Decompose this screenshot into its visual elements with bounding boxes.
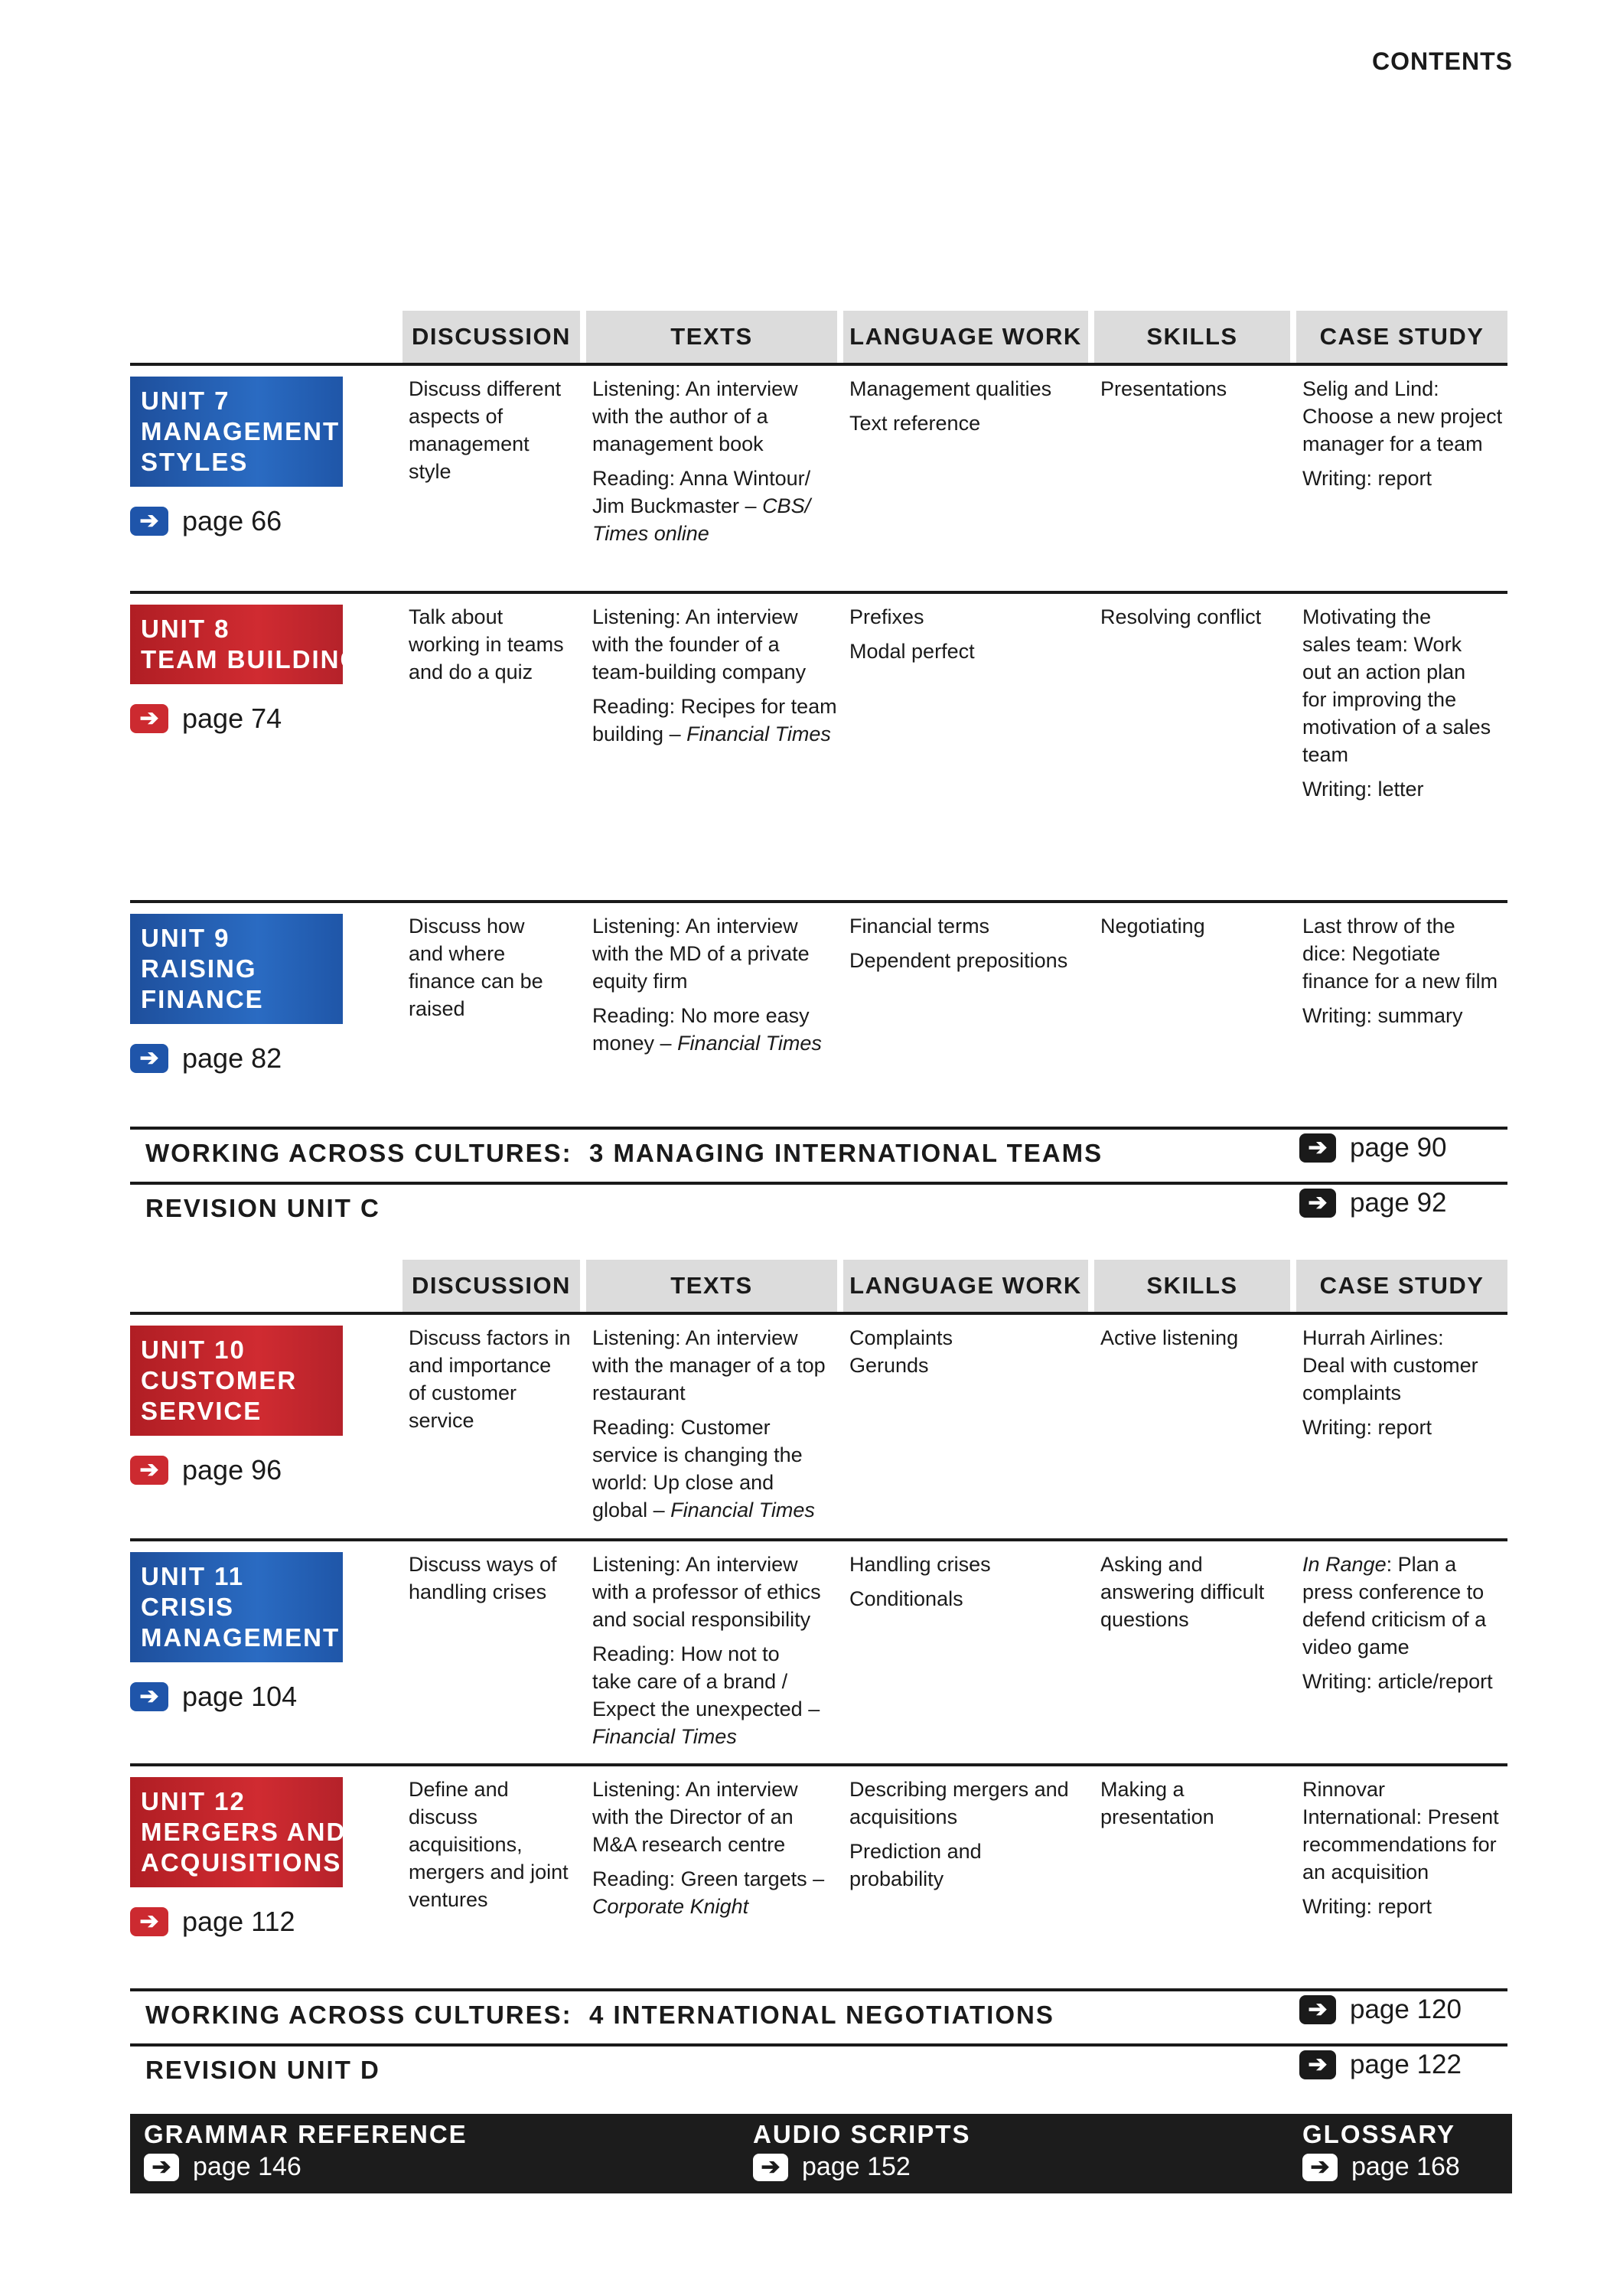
discussion-cell	[409, 1776, 569, 1920]
band-label: WORKING ACROSS CULTURES: 4 INTERNATIONAL NEGOTIATIONS	[145, 2001, 1054, 2029]
texts-cell-line: Listening: An interview	[592, 915, 798, 938]
discussion-cell-line: and where	[409, 942, 506, 965]
case-study-cell-line: for improving the	[1302, 688, 1457, 711]
case-study-cell	[1302, 603, 1491, 810]
discussion-cell	[409, 1551, 557, 1613]
discussion-cell-line: Discuss different	[409, 377, 562, 400]
case-study-cell-line: finance for a new film	[1302, 970, 1498, 993]
texts-cell-line: Listening: An interview	[592, 377, 798, 400]
unit-title-line: UNIT 10	[141, 1336, 246, 1364]
case-study-cell-line: Writing: report	[1302, 1895, 1432, 1918]
case-study-cell-line: Choose a new project	[1302, 405, 1503, 428]
unit-title-badge[interactable]	[130, 1777, 347, 1887]
texts-cell-line: with the MD of a private	[592, 942, 810, 965]
language-work-cell-line: probability	[849, 1867, 944, 1890]
unit-title-line: SERVICE	[141, 1397, 262, 1425]
unit-title-line: UNIT 12	[141, 1787, 246, 1815]
texts-cell-line: Corporate Knight	[592, 1895, 749, 1918]
case-study-cell-line: Rinnovar	[1302, 1778, 1386, 1801]
unit-title-line: UNIT 7	[141, 386, 230, 415]
language-work-cell-line: Handling crises	[849, 1553, 991, 1576]
texts-cell-line: M&A research centre	[592, 1833, 786, 1856]
texts-cell-line: money – Financial Times	[592, 1032, 822, 1055]
discussion-cell-line: service	[409, 1409, 474, 1432]
texts-cell	[592, 1324, 826, 1531]
language-work-cell	[849, 1551, 991, 1619]
language-work-cell	[849, 375, 1051, 444]
case-study-cell-line: Writing: article/report	[1302, 1670, 1493, 1693]
arrow-right-icon: ➔	[130, 1682, 168, 1711]
case-study-cell-line: complaints	[1302, 1381, 1402, 1404]
unit-title-line: FINANCE	[141, 985, 264, 1013]
discussion-cell-line: raised	[409, 997, 465, 1020]
page-label: CONTENTS	[1372, 47, 1513, 75]
case-study-cell-line: Last throw of the	[1302, 915, 1455, 938]
language-work-cell	[849, 912, 1067, 981]
header-skills: SKILLS	[1094, 311, 1290, 363]
case-study-cell	[1302, 375, 1502, 499]
arrow-right-icon: ➔	[1299, 1189, 1336, 1218]
working-across-cultures-band	[130, 1127, 1507, 1180]
skills-cell	[1100, 1776, 1214, 1838]
unit-title-line: UNIT 9	[141, 924, 230, 952]
arrow-right-icon: ➔	[753, 2154, 788, 2181]
texts-cell-line: Listening: An interview	[592, 605, 798, 628]
texts-cell-line: service is changing the	[592, 1443, 803, 1466]
texts-cell-line: with a professor of ethics	[592, 1580, 821, 1603]
case-study-cell-line: Writing: report	[1302, 467, 1432, 490]
skills-cell-line: answering difficult	[1100, 1580, 1265, 1603]
discussion-cell	[409, 375, 561, 492]
header-case-study: CASE STUDY	[1296, 1260, 1507, 1312]
language-work-cell-line: Dependent prepositions	[849, 949, 1068, 972]
unit-title-line: MERGERS AND	[141, 1818, 347, 1846]
skills-cell	[1100, 1551, 1264, 1640]
revision-band	[130, 1182, 1507, 1235]
case-study-cell	[1302, 1324, 1478, 1448]
unit-title-line: CRISIS	[141, 1593, 235, 1621]
texts-cell-line: Reading: Customer	[592, 1416, 771, 1439]
discussion-cell-line: Discuss ways of	[409, 1553, 557, 1576]
discussion-cell-line: and do a quiz	[409, 660, 533, 683]
band-page-link[interactable]: ➔ page 120	[1299, 1994, 1462, 2025]
unit-row	[130, 900, 1507, 1091]
unit-title-line: ACQUISITIONS	[141, 1848, 342, 1877]
unit-title-line: CUSTOMER	[141, 1366, 298, 1394]
discussion-cell-line: and importance	[409, 1354, 552, 1377]
texts-cell-line: Listening: An interview	[592, 1326, 798, 1349]
unit-title-line: TEAM BUILDING	[141, 645, 362, 673]
language-work-cell-line: Financial terms	[849, 915, 990, 938]
texts-cell-line: team-building company	[592, 660, 807, 683]
header-language-work: LANGUAGE WORK	[843, 311, 1088, 363]
texts-cell-line: world: Up close and	[592, 1471, 774, 1494]
discussion-cell-line: Talk about	[409, 605, 504, 628]
revision-band	[130, 2043, 1507, 2097]
unit-page-link[interactable]: ➔ page 96	[130, 1454, 282, 1486]
case-study-cell-line: Writing: summary	[1302, 1004, 1463, 1027]
arrow-right-icon: ➔	[1299, 1133, 1336, 1163]
arrow-right-icon: ➔	[144, 2154, 179, 2181]
case-study-cell-line: Motivating the	[1302, 605, 1432, 628]
reference-footer	[130, 2114, 1512, 2193]
discussion-cell-line: aspects of	[409, 405, 504, 428]
texts-cell-line: with the Director of an	[592, 1805, 794, 1828]
unit-row	[130, 1538, 1507, 1753]
texts-cell	[592, 603, 837, 755]
texts-cell-line: Reading: Recipes for team	[592, 695, 837, 718]
language-work-cell	[849, 603, 975, 672]
arrow-right-icon: ➔	[1299, 1995, 1336, 2024]
arrow-right-icon: ➔	[130, 1456, 168, 1485]
unit-title-badge[interactable]	[130, 1326, 343, 1436]
language-work-cell-line: Modal perfect	[849, 640, 975, 663]
language-work-cell-line: Describing mergers and	[849, 1778, 1069, 1801]
texts-cell-line: with the founder of a	[592, 633, 780, 656]
discussion-cell-line: style	[409, 460, 451, 483]
case-study-cell-line: team	[1302, 743, 1349, 766]
case-study-cell-line: Selig and Lind:	[1302, 377, 1439, 400]
unit-title-line: MANAGEMENT	[141, 417, 341, 445]
case-study-cell-line: In Range: Plan a	[1302, 1553, 1457, 1576]
texts-cell-line: with the author of a	[592, 405, 768, 428]
unit-row	[130, 1312, 1507, 1521]
texts-cell-line: Listening: An interview	[592, 1778, 798, 1801]
header-discussion: DISCUSSION	[403, 1260, 580, 1312]
band-label: REVISION UNIT C	[145, 1194, 380, 1222]
texts-cell-line: restaurant	[592, 1381, 686, 1404]
discussion-cell-line: ventures	[409, 1888, 488, 1911]
case-study-cell-line: Deal with customer	[1302, 1354, 1478, 1377]
unit-title-line: RAISING	[141, 954, 257, 983]
unit-title-badge[interactable]	[130, 914, 343, 1024]
skills-cell	[1100, 375, 1227, 409]
texts-cell-line: Jim Buckmaster – CBS/	[592, 494, 811, 517]
unit-title-line: UNIT 8	[141, 615, 230, 643]
skills-cell	[1100, 1324, 1238, 1358]
unit-row	[130, 1763, 1507, 1978]
language-work-cell-line: Conditionals	[849, 1587, 963, 1610]
arrow-right-icon: ➔	[1299, 2050, 1336, 2079]
texts-cell-line: and social responsibility	[592, 1608, 811, 1631]
unit-title-line: STYLES	[141, 448, 249, 476]
discussion-cell-line: Define and	[409, 1778, 509, 1801]
skills-cell	[1100, 912, 1205, 947]
arrow-right-icon: ➔	[1302, 2154, 1338, 2181]
band-page-link[interactable]: ➔ page 92	[1299, 1188, 1447, 1218]
case-study-cell-line: Writing: report	[1302, 1416, 1432, 1439]
discussion-cell-line: acquisitions,	[409, 1833, 523, 1856]
band-label: WORKING ACROSS CULTURES: 3 MANAGING INTERNATIONAL TEAMS	[145, 1139, 1103, 1167]
header-discussion: DISCUSSION	[403, 311, 580, 363]
case-study-cell-line: manager for a team	[1302, 432, 1483, 455]
working-across-cultures-band	[130, 1988, 1507, 2042]
header-skills: SKILLS	[1094, 1260, 1290, 1312]
header-texts: TEXTS	[586, 311, 837, 363]
header-case-study: CASE STUDY	[1296, 311, 1507, 363]
language-work-cell	[849, 1324, 953, 1386]
discussion-cell-line: Discuss how	[409, 915, 525, 938]
case-study-cell	[1302, 912, 1498, 1036]
unit-row	[130, 363, 1507, 577]
skills-cell-line: Making a	[1100, 1778, 1185, 1801]
discussion-cell-line: management	[409, 432, 530, 455]
case-study-cell-line: an acquisition	[1302, 1861, 1429, 1883]
discussion-cell-line: of customer	[409, 1381, 517, 1404]
language-work-cell-line: Prediction and	[849, 1840, 982, 1863]
arrow-right-icon: ➔	[130, 704, 168, 733]
discussion-cell-line: finance can be	[409, 970, 543, 993]
case-study-cell-line: motivation of a sales	[1302, 716, 1491, 739]
skills-cell-line: Presentations	[1100, 377, 1227, 400]
texts-cell-line: Reading: How not to	[592, 1642, 780, 1665]
texts-cell-line: Listening: An interview	[592, 1553, 798, 1576]
discussion-cell	[409, 1324, 571, 1441]
texts-cell-line: Reading: No more easy	[592, 1004, 810, 1027]
unit-page-link[interactable]: ➔ page 82	[130, 1042, 282, 1075]
unit-page-link[interactable]: ➔ page 66	[130, 505, 282, 537]
discussion-cell-line: handling crises	[409, 1580, 547, 1603]
texts-cell	[592, 375, 810, 554]
case-study-cell-line: Hurrah Airlines:	[1302, 1326, 1444, 1349]
language-work-cell-line: Text reference	[849, 412, 981, 435]
discussion-cell-line: Discuss factors in	[409, 1326, 571, 1349]
case-study-cell-line: recommendations for	[1302, 1833, 1497, 1856]
discussion-cell-line: mergers and joint	[409, 1861, 569, 1883]
band-label: REVISION UNIT D	[145, 2056, 380, 2084]
discussion-cell	[409, 603, 564, 693]
case-study-cell-line: Writing: letter	[1302, 778, 1424, 801]
case-study-cell-line: International: Present	[1302, 1805, 1499, 1828]
texts-cell	[592, 1551, 821, 1757]
texts-cell-line: building – Financial Times	[592, 722, 831, 745]
discussion-cell	[409, 912, 543, 1029]
case-study-cell-line: video game	[1302, 1636, 1410, 1658]
arrow-right-icon: ➔	[130, 1907, 168, 1936]
case-study-cell-line: sales team: Work	[1302, 633, 1462, 656]
case-study-cell-line: press conference to	[1302, 1580, 1485, 1603]
skills-cell-line: Negotiating	[1100, 915, 1205, 938]
column-header-row	[130, 311, 1507, 366]
skills-cell-line: Asking and	[1100, 1553, 1203, 1576]
arrow-right-icon: ➔	[130, 507, 168, 536]
case-study-cell	[1302, 1551, 1493, 1702]
texts-cell-line: Reading: Anna Wintour/	[592, 467, 811, 490]
unit-title-line: MANAGEMENT	[141, 1623, 341, 1652]
skills-cell	[1100, 603, 1261, 638]
column-header-row	[130, 1260, 1507, 1315]
footer-glossary[interactable]: GLOSSARY ➔ page 168	[1302, 2120, 1460, 2181]
unit-title-line: UNIT 11	[141, 1562, 245, 1590]
texts-cell-line: Financial Times	[592, 1725, 737, 1748]
footer-grammar-reference[interactable]: GRAMMAR REFERENCE ➔ page 146	[144, 2120, 468, 2181]
texts-cell-line: global – Financial Times	[592, 1499, 815, 1521]
texts-cell-line: Times online	[592, 522, 709, 545]
language-work-cell-line: Management qualities	[849, 377, 1052, 400]
header-language-work: LANGUAGE WORK	[843, 1260, 1088, 1312]
language-work-cell	[849, 1776, 1069, 1900]
unit-title-badge[interactable]	[130, 605, 362, 684]
skills-cell-line: presentation	[1100, 1805, 1214, 1828]
unit-row	[130, 591, 1507, 820]
arrow-right-icon: ➔	[130, 1044, 168, 1073]
header-texts: TEXTS	[586, 1260, 837, 1312]
language-work-cell-line: Complaints	[849, 1326, 953, 1349]
texts-cell-line: Reading: Green targets –	[592, 1867, 825, 1890]
case-study-cell-line: out an action plan	[1302, 660, 1466, 683]
texts-cell-line: with the manager of a top	[592, 1354, 826, 1377]
texts-cell-line: Expect the unexpected –	[592, 1698, 820, 1720]
case-study-cell-line: defend criticism of a	[1302, 1608, 1487, 1631]
texts-cell-line: equity firm	[592, 970, 688, 993]
texts-cell-line: management book	[592, 432, 764, 455]
language-work-cell-line: acquisitions	[849, 1805, 958, 1828]
discussion-cell-line: working in teams	[409, 633, 564, 656]
unit-title-badge[interactable]	[130, 1552, 343, 1662]
band-page-link[interactable]: ➔ page 90	[1299, 1133, 1447, 1163]
texts-cell-line: take care of a brand /	[592, 1670, 788, 1693]
texts-cell	[592, 912, 822, 1064]
unit-title-badge[interactable]	[130, 377, 343, 487]
language-work-cell-line: Gerunds	[849, 1354, 929, 1377]
texts-cell	[592, 1776, 824, 1927]
skills-cell-line: Resolving conflict	[1100, 605, 1262, 628]
skills-cell-line: Active listening	[1100, 1326, 1239, 1349]
unit-page-link[interactable]: ➔ page 112	[130, 1906, 295, 1938]
skills-cell-line: questions	[1100, 1608, 1189, 1631]
unit-page-link[interactable]: ➔ page 74	[130, 703, 282, 735]
case-study-cell-line: dice: Negotiate	[1302, 942, 1441, 965]
footer-audio-scripts[interactable]: AUDIO SCRIPTS ➔ page 152	[753, 2120, 971, 2181]
case-study-cell	[1302, 1776, 1499, 1927]
language-work-cell-line: Prefixes	[849, 605, 924, 628]
discussion-cell-line: discuss	[409, 1805, 478, 1828]
band-page-link[interactable]: ➔ page 122	[1299, 2050, 1462, 2080]
unit-page-link[interactable]: ➔ page 104	[130, 1681, 297, 1713]
